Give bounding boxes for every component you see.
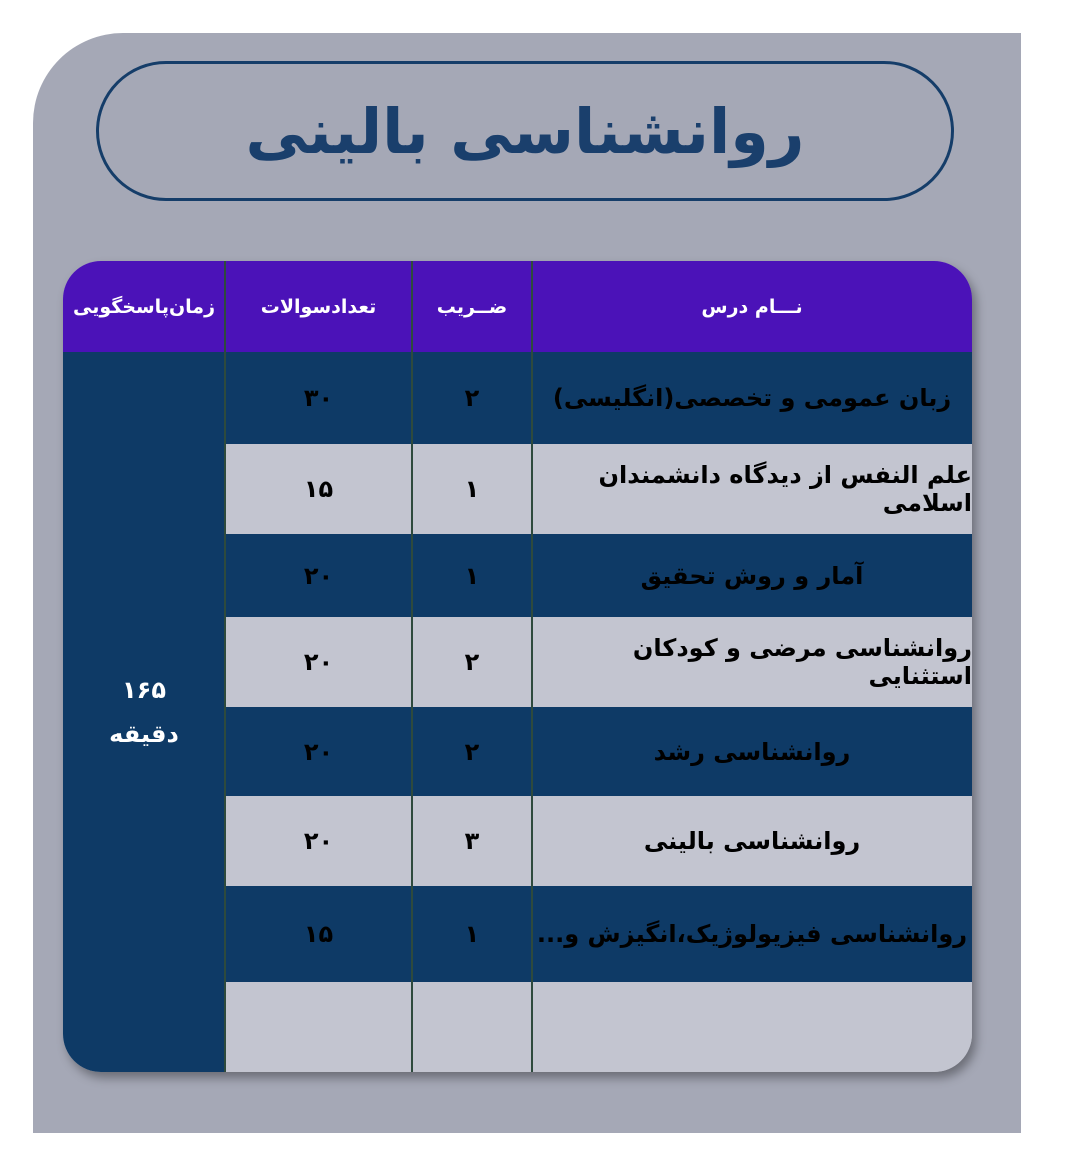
course-cell: روانشناسی رشد [653, 737, 851, 766]
exam-table [63, 261, 972, 1072]
questions-cell: ۲۰ [303, 827, 334, 855]
column-divider [411, 261, 413, 1072]
answer-time-value: ۱۶۵ [122, 676, 166, 704]
table-header [63, 261, 972, 352]
table-row [225, 707, 972, 796]
coefficient-cell: ۲ [464, 737, 480, 766]
table-row [225, 796, 972, 886]
table-row [225, 886, 972, 982]
column-divider [224, 261, 226, 1072]
questions-cell: ۳۰ [303, 384, 334, 412]
coefficient-cell: ۳ [464, 827, 480, 855]
course-cell: روانشناسی مرضی و کودکان استثنایی [632, 634, 972, 690]
answer-time-unit: دقیقه [109, 720, 179, 748]
course-cell: آمار و روش تحقیق [640, 561, 864, 590]
course-cell: زبان عمومی و تخصصی(انگلیسی) [552, 384, 952, 412]
table-row-empty [225, 982, 972, 1072]
table-row [225, 352, 972, 444]
column-divider [531, 261, 533, 1072]
coefficient-cell: ۲ [464, 648, 480, 676]
course-cell: علم النفس از دیدگاه دانشمندان اسلامی [598, 461, 972, 517]
table-row [225, 534, 972, 617]
questions-cell: ۲۰ [303, 737, 334, 766]
coefficient-cell: ۱ [464, 561, 480, 590]
table-row [225, 444, 972, 534]
header-answer-time: زمان‌پاسخگویی [72, 295, 216, 318]
header-coefficient: ضــریب [436, 295, 508, 318]
questions-cell: ۲۰ [303, 561, 334, 590]
header-course-name: نـــام درس [701, 295, 803, 318]
questions-cell: ۱۵ [303, 920, 334, 948]
answer-time-cell [63, 352, 225, 1072]
table-row [225, 617, 972, 707]
page-title: روانشناسی بالینی [245, 94, 805, 168]
coefficient-cell: ۱ [464, 475, 480, 503]
coefficient-cell: ۲ [464, 384, 480, 412]
questions-cell: ۲۰ [303, 648, 334, 676]
title-banner [96, 61, 954, 201]
course-cell: روانشناسی فیزیولوژیک،انگیزش و... [536, 920, 968, 948]
course-cell: روانشناسی بالینی [643, 827, 861, 855]
coefficient-cell: ۱ [464, 920, 480, 948]
questions-cell: ۱۵ [303, 475, 334, 503]
header-question-count: تعدادسوالات [260, 295, 377, 318]
